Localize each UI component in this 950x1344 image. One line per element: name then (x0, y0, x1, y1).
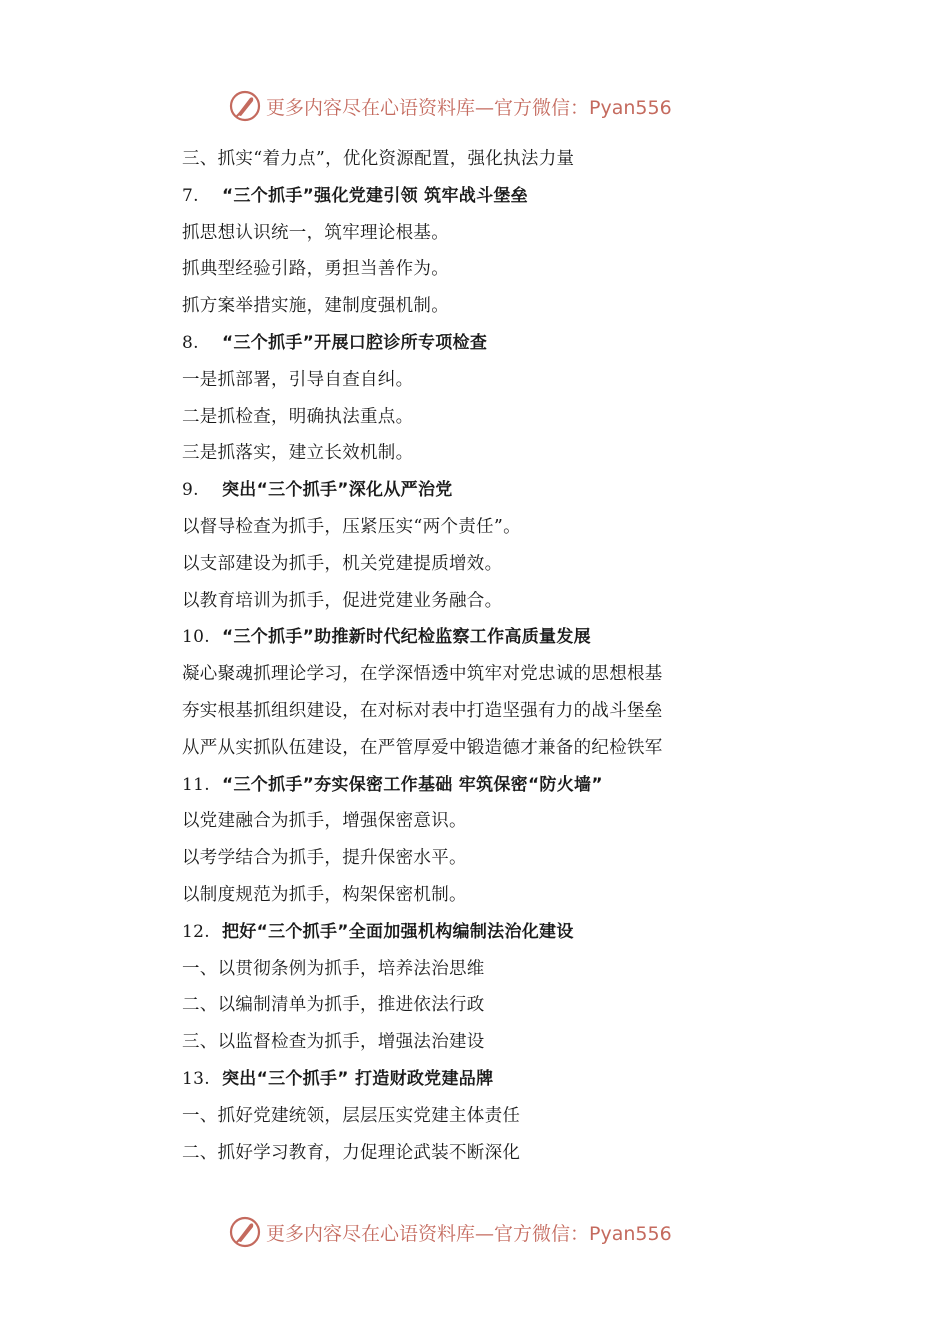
list-item (182, 251, 742, 288)
list-item (182, 362, 742, 399)
item-text: 二、抓好学习教育，力促理论武装不断深化 (182, 1142, 521, 1163)
item-text: 以督导检查为抓手，压紧压实“两个责任”。 (182, 516, 521, 537)
item-text: 从严从实抓队伍建设，在严管厚爱中锻造德才兼备的纪检铁军 (182, 737, 663, 758)
item-text: 以制度规范为抓手，构架保密机制。 (182, 884, 467, 905)
wechat-id: Pyan556 (589, 96, 672, 119)
section-title: “三个抓手”强化党建引领 筑牢战斗堡垒 (222, 185, 528, 206)
section-title: 突出“三个抓手” 打造财政党建品牌 (222, 1068, 494, 1089)
section-heading (182, 472, 742, 509)
item-text: 以支部建设为抓手，机关党建提质增效。 (182, 553, 503, 574)
item-text: 抓方案举措实施，建制度强机制。 (182, 296, 449, 317)
item-text: 抓思想认识统一，筑牢理论根基。 (182, 222, 449, 243)
section-number: 8. (182, 332, 199, 353)
quill-logo-icon (228, 89, 262, 123)
list-item (182, 877, 742, 914)
list-item (182, 1098, 742, 1135)
list-item (182, 951, 742, 988)
document-body (182, 141, 742, 1171)
section-number: 13. (182, 1068, 210, 1089)
list-item (182, 435, 742, 472)
quill-logo-icon (228, 1215, 262, 1249)
section-title: 突出“三个抓手”深化从严治党 (222, 480, 453, 501)
section-number: 7. (182, 185, 199, 206)
section-heading (182, 178, 742, 215)
header-banner (228, 86, 672, 126)
list-item (182, 987, 742, 1024)
list-item (182, 1135, 742, 1172)
list-item (182, 288, 742, 325)
item-text: 抓典型经验引路，勇担当善作为。 (182, 259, 449, 280)
wechat-id: Pyan556 (589, 1222, 672, 1245)
list-item (182, 399, 742, 436)
list-item (182, 840, 742, 877)
section-title: “三个抓手”夯实保密工作基础 牢筑保密“防火墙” (222, 774, 603, 795)
section-title: “三个抓手”助推新时代纪检监察工作高质量发展 (222, 627, 591, 648)
section-heading (182, 619, 742, 656)
list-item (182, 141, 742, 178)
list-item (182, 656, 742, 693)
item-text: 凝心聚魂抓理论学习，在学深悟透中筑牢对党忠诚的思想根基 (182, 664, 663, 685)
item-text: 以考学结合为抓手，提升保密水平。 (182, 848, 467, 869)
section-title: “三个抓手”开展口腔诊所专项检查 (222, 332, 488, 353)
item-text: 以教育培训为抓手，促进党建业务融合。 (182, 590, 503, 611)
list-item (182, 730, 742, 767)
item-text: 夯实根基抓组织建设，在对标对表中打造坚强有力的战斗堡垒 (182, 700, 663, 721)
item-text: 三是抓落实，建立长效机制。 (182, 443, 414, 464)
item-text: 二、以编制清单为抓手，推进依法行政 (182, 995, 485, 1016)
item-text: 三、以监督检查为抓手，增强法治建设 (182, 1032, 485, 1053)
section-title: 把好“三个抓手”全面加强机构编制法治化建设 (222, 921, 574, 942)
item-text: 一、抓好党建统领，层层压实党建主体责任 (182, 1105, 521, 1126)
banner-text: 更多内容尽在心语资料库—官方微信：Pyan556 (266, 1222, 672, 1245)
item-text: 三、抓实“着力点”，优化资源配置，强化执法力量 (182, 149, 575, 169)
footer-banner (228, 1212, 672, 1252)
item-text: 一、以贯彻条例为抓手，培养法治思维 (182, 958, 485, 979)
list-item (182, 1024, 742, 1061)
list-item (182, 583, 742, 620)
section-number: 10. (182, 627, 210, 648)
item-text: 一是抓部署，引导自查自纠。 (182, 369, 414, 390)
section-heading (182, 767, 742, 804)
section-heading (182, 914, 742, 951)
banner-text: 更多内容尽在心语资料库—官方微信：Pyan556 (266, 96, 672, 119)
list-item (182, 803, 742, 840)
item-text: 二是抓检查，明确执法重点。 (182, 406, 414, 427)
section-number: 9. (182, 480, 199, 501)
list-item (182, 693, 742, 730)
item-text: 以党建融合为抓手，增强保密意识。 (182, 811, 467, 832)
list-item (182, 546, 742, 583)
section-number: 12. (182, 921, 210, 942)
section-heading (182, 325, 742, 362)
section-heading (182, 1061, 742, 1098)
list-item (182, 509, 742, 546)
section-number: 11. (182, 774, 210, 795)
list-item (182, 215, 742, 252)
